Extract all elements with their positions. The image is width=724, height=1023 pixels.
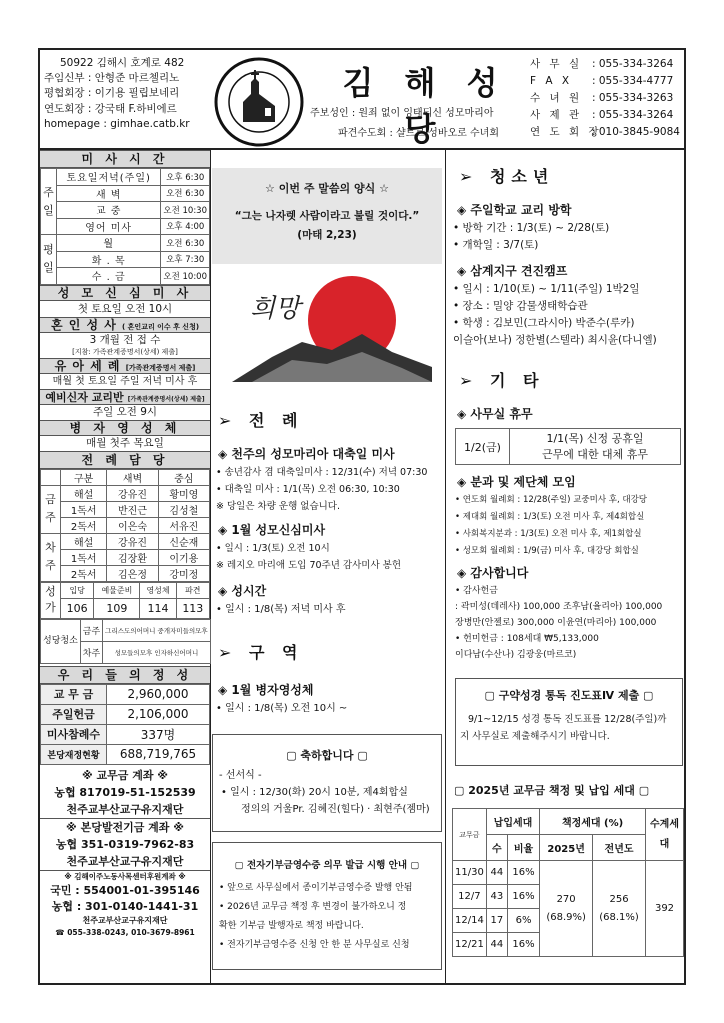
offering-value: 337명 bbox=[107, 724, 210, 744]
youth-s2-line: • 학생 : 김보민(그라시아) 박준수(루카) bbox=[453, 317, 635, 329]
mass-row bbox=[41, 218, 210, 235]
liturgy-header: 새벽 bbox=[107, 469, 158, 485]
hymn-table bbox=[40, 582, 210, 619]
liturgy-cell: 강미정 bbox=[158, 565, 209, 581]
liturgy-s1-title: ◈ 천주의 성모마리아 대축일 미사 bbox=[218, 447, 395, 461]
tithe-cell: 12/7 bbox=[453, 885, 487, 909]
hymn-number: 113 bbox=[176, 598, 209, 618]
liturgy-s2-line: • 일시 : 1/3(토) 오전 10시 bbox=[216, 543, 330, 554]
liturgy-cell: 반진근 bbox=[107, 501, 158, 517]
liturgy-cell: 해설 bbox=[61, 485, 107, 501]
liturgy-cell: 이기용 bbox=[158, 549, 209, 565]
left-column bbox=[40, 150, 210, 939]
marriage-sub: ( 혼인교리 이수 후 신청) bbox=[122, 322, 200, 331]
dispatched-order: 파견수도회 : 샬트르 성바오로 수녀회 bbox=[338, 128, 499, 139]
tithe-row bbox=[453, 861, 684, 885]
district-section bbox=[212, 640, 444, 717]
baptism-sub: [가족관계증명서 제출] bbox=[125, 363, 196, 372]
contact-value: : 055-334-3264 bbox=[592, 58, 674, 70]
fund-account-holder: 천주교부산교구유지재단 bbox=[40, 853, 210, 871]
marriage-note: [지참: 가족관계증명서(상세) 제출] bbox=[72, 347, 178, 356]
liturgy-s2-title: ◈ 1월 성모신심미사 bbox=[218, 523, 326, 537]
liturgy-row bbox=[41, 549, 210, 565]
contact-value: : 055-334-4777 bbox=[592, 75, 674, 87]
marriage-label: 혼 인 성 사 bbox=[50, 317, 117, 332]
congrats-line2: 정의의 거울Pr. 김혜진(힐다) · 최현주(젬마) bbox=[241, 804, 430, 815]
offering-row bbox=[41, 684, 210, 704]
thanks-line: 이다남(수산나) 김광웅(마르코) bbox=[455, 650, 577, 660]
tithe-account-title: ※ 교무금 계좌 ※ bbox=[81, 768, 168, 782]
tithe-cell: 44 bbox=[486, 933, 507, 957]
mass-name: 영어 미사 bbox=[57, 218, 161, 235]
youth-heading: ➢ 청소년 bbox=[459, 167, 555, 186]
mass-row bbox=[41, 202, 210, 219]
word-title: ☆ 이번 주 말씀의 양식 ☆ bbox=[265, 182, 389, 195]
youth-s2-line: 이슬아(보나) 정한별(스텔라) 최시윤(다니엘) bbox=[453, 334, 657, 346]
mass-row bbox=[41, 235, 210, 252]
hope-image bbox=[232, 272, 432, 382]
liturgy-s1-line: • 송년감사 겸 대축일미사 : 12/31(수) 저녁 07:30 bbox=[216, 467, 428, 478]
tithe-cell: 16% bbox=[507, 861, 539, 885]
liturgy-duty-title: 전 례 담 당 bbox=[40, 451, 210, 469]
tithe-account-number: 농협 817019-51-152539 bbox=[54, 785, 196, 799]
tithe-assessed-header: 책정세대 (%) bbox=[540, 809, 646, 835]
liturgy-s3-line: • 일시 : 1/8(목) 저녁 미사 후 bbox=[216, 604, 346, 615]
baptism-label: 유 아 세 례 bbox=[54, 358, 121, 373]
liturgy-week-label: 금주 bbox=[41, 485, 61, 533]
tithe-subheader: 비율 bbox=[507, 835, 539, 861]
meeting-line: • 연도회 월례회 : 12/28(주일) 교중미사 후, 대강당 bbox=[455, 495, 647, 505]
hymn-number: 106 bbox=[61, 598, 94, 618]
receipt-title: ▢ 전자기부금영수증 의무 발급 시행 안내 ▢ bbox=[234, 860, 420, 871]
mass-name: 교 중 bbox=[57, 202, 161, 219]
congrats-line1: • 일시 : 12/30(화) 20시 10분, 제4회합실 bbox=[221, 787, 408, 798]
offering-value: 2,960,000 bbox=[107, 684, 210, 704]
cleaning-next-text: 성모들의모후 인자하신어머니 bbox=[103, 641, 211, 663]
bible-line1: 9/1~12/15 성경 통독 진도표를 12/28(주일)까 bbox=[468, 714, 667, 725]
youth-s1-line: • 방학 기간 : 1/3(토) ~ 2/28(토) bbox=[453, 222, 610, 234]
etc-s1-title: ◈ 사무실 휴무 bbox=[457, 407, 533, 421]
district-s1-line: • 일시 : 1/8(목) 오전 10시 ~ bbox=[216, 703, 348, 714]
homepage: homepage : gimhae.catb.kr bbox=[44, 117, 190, 130]
word-quote: “그는 나자렛 사람이라고 불릴 것이다.” bbox=[234, 210, 420, 222]
liturgy-s2-line: ※ 레지오 마리애 도입 70주년 감사미사 봉헌 bbox=[216, 560, 401, 571]
tithe-cell: 12/21 bbox=[453, 933, 487, 957]
hymn-header: 영성체 bbox=[140, 582, 176, 598]
contact-row bbox=[530, 107, 685, 124]
tithe-prev-count: 256 bbox=[609, 893, 629, 905]
hymn-number: 114 bbox=[140, 598, 176, 618]
congrats-box bbox=[212, 734, 442, 832]
liturgy-cell: 해설 bbox=[61, 533, 107, 549]
congrats-title: ▢ 축하합니다 ▢ bbox=[286, 749, 368, 762]
offering-title: 우 리 들 의 정 성 bbox=[40, 666, 210, 684]
receipt-line: 확한 기부금 발행자로 책정 바랍니다. bbox=[219, 921, 364, 931]
accounts bbox=[40, 767, 210, 939]
contact-row bbox=[530, 124, 685, 141]
marriage-text: 3 개월 전 접 수 bbox=[89, 333, 161, 346]
office-closed-table bbox=[455, 428, 681, 465]
column-divider-left bbox=[210, 150, 211, 985]
youth-s2-line: • 일시 : 1/10(토) ~ 1/11(주일) 1박2일 bbox=[453, 283, 640, 295]
tithe-cell: 44 bbox=[486, 861, 507, 885]
mass-name: 화 . 목 bbox=[57, 251, 161, 268]
offering-label: 주일헌금 bbox=[41, 704, 107, 724]
liturgy-cell: 1독서 bbox=[61, 501, 107, 517]
youth-s1-title: ◈ 주일학교 교리 방학 bbox=[457, 203, 572, 217]
receipt-line: • 전자기부금영수증 신청 안 한 분 사무실로 신청 bbox=[219, 940, 410, 950]
migrant-account-nh: 농협 : 301-0140-1441-31 bbox=[51, 899, 199, 913]
liturgy-s1-line: • 대축일 미사 : 1/1(목) 오전 06:30, 10:30 bbox=[216, 484, 400, 495]
hymn-label: 성가 bbox=[41, 582, 61, 618]
mass-name: 월 bbox=[57, 235, 161, 252]
meeting-line: • 사회복지분과 : 1/3(토) 오전 미사 후, 제1회합실 bbox=[455, 529, 642, 539]
tithe-prev-percent: (68.1%) bbox=[599, 911, 639, 923]
offering-label: 미사참례수 bbox=[41, 724, 107, 744]
column-divider-right bbox=[445, 150, 446, 985]
liturgy-cell: 2독서 bbox=[61, 565, 107, 581]
tithe-cell: 43 bbox=[486, 885, 507, 909]
cleaning-this-label: 금주 bbox=[80, 619, 102, 641]
patron-info bbox=[310, 104, 540, 144]
sick-communion-text: 매월 첫주 목요일 bbox=[86, 436, 164, 449]
contact-list bbox=[530, 56, 685, 141]
meeting-line: • 성모회 월례회 : 1/9(금) 미사 후, 대강당 회합실 bbox=[455, 546, 639, 556]
contact-value: : 010-3845-9084 bbox=[592, 126, 680, 138]
liturgy-s1-line: ※ 당일은 차량 운행 없습니다. bbox=[216, 501, 341, 512]
tithe-subheader: 2025년 bbox=[540, 835, 593, 861]
liturgy-header-blank bbox=[41, 469, 61, 485]
liturgy-row bbox=[41, 533, 210, 549]
etc-heading: ➢ 기 타 bbox=[459, 371, 545, 390]
contact-value: : 055-334-3264 bbox=[592, 109, 674, 121]
migrant-account-kb: 국민 : 554001-01-395146 bbox=[50, 883, 200, 897]
cleaning-next-label: 차주 bbox=[80, 641, 102, 663]
liturgy-header: 구분 bbox=[61, 469, 107, 485]
thanks-line: : 곽미성(데레사) 100,000 조후남(율리아) 100,000 bbox=[455, 602, 663, 612]
catechumen-label: 예비신자 교리반 bbox=[45, 390, 124, 404]
contact-row bbox=[530, 56, 685, 73]
catechumen-title bbox=[40, 389, 210, 405]
liturgy-cell: 김은정 bbox=[107, 565, 158, 581]
tithe-subheader: 수 bbox=[486, 835, 507, 861]
mass-name: 새 벽 bbox=[57, 185, 161, 202]
meeting-line: • 제대회 월례회 : 1/3(토) 오전 미사 후, 제4회합실 bbox=[455, 512, 645, 522]
mass-time: 오후 4:00 bbox=[161, 218, 210, 235]
receipt-line: • 2026년 교무금 책정 후 변경이 불가하오니 정 bbox=[219, 902, 407, 912]
mass-times-table bbox=[40, 168, 210, 285]
migrant-account-holder: 천주교부산교구유지재단 bbox=[82, 915, 168, 925]
offering-value: 688,719,765 bbox=[107, 744, 210, 764]
hymn-number: 109 bbox=[94, 598, 140, 618]
fund-account-title: ※ 본당발전기금 계좌 ※ bbox=[66, 820, 184, 834]
thanks-line: 장병만(안젤로) 300,000 이윤연(마리아) 100,000 bbox=[455, 618, 657, 628]
tithe-cell: 12/14 bbox=[453, 909, 487, 933]
tithe-account-holder: 천주교부산교구유지재단 bbox=[40, 801, 210, 819]
contact-row bbox=[530, 90, 685, 107]
offering-value: 2,106,000 bbox=[107, 704, 210, 724]
district-s1-title: ◈ 1월 병자영성체 bbox=[218, 683, 314, 697]
offering-row bbox=[41, 744, 210, 764]
tithe-cell: 6% bbox=[507, 909, 539, 933]
cleaning-this-text: 그리스도의어머니 중개자미들의모후 bbox=[103, 619, 211, 641]
etc-section bbox=[447, 368, 685, 663]
mass-time: 오후 7:30 bbox=[161, 251, 210, 268]
district-heading: ➢ 구 역 bbox=[218, 643, 304, 662]
congrats-sub: - 선서식 - bbox=[219, 770, 262, 781]
bible-box bbox=[455, 678, 683, 766]
holy-hour-text: 첫 토요일 오전 10시 bbox=[77, 302, 173, 315]
tithe-total-header: 수계세대 bbox=[646, 809, 684, 861]
mass-time: 오후 6:30 bbox=[161, 169, 210, 186]
liturgy-header-row bbox=[41, 469, 210, 485]
marriage-title bbox=[40, 317, 210, 333]
church-logo bbox=[213, 56, 305, 148]
tithe-row-label: 교무금 bbox=[453, 809, 487, 861]
council-president: 평협회장 : 이기용 필립보네리 bbox=[44, 87, 180, 100]
tithe-section bbox=[452, 782, 684, 957]
tithe-subheader: 전년도 bbox=[593, 835, 646, 861]
youth-s2-title: ◈ 삼계지구 견진캠프 bbox=[457, 264, 568, 278]
mass-times-title: 미 사 시 간 bbox=[40, 150, 210, 168]
mass-row bbox=[41, 251, 210, 268]
mass-row bbox=[41, 185, 210, 202]
youth-president: 연도회장 : 강국태 F.하비에르 bbox=[44, 102, 177, 115]
migrant-phone: ☎ 055-338-0243, 010-3679-8961 bbox=[55, 927, 195, 937]
liturgy-cell: 황미영 bbox=[158, 485, 209, 501]
church-title: 김 해 성 당 bbox=[342, 64, 508, 148]
youth-section bbox=[447, 164, 685, 349]
tithe-table bbox=[452, 808, 684, 957]
liturgy-section bbox=[212, 408, 444, 618]
closed-line2: 근무에 대한 대체 휴무 bbox=[541, 447, 649, 461]
tithe-cell: 11/30 bbox=[453, 861, 487, 885]
hymn-value-row bbox=[41, 598, 210, 618]
mass-row bbox=[41, 169, 210, 186]
hymn-header: 입당 bbox=[61, 582, 94, 598]
tithe-header-row1 bbox=[453, 809, 684, 835]
baptism-text: 매월 첫 토요일 주일 저녁 미사 후 bbox=[52, 375, 198, 387]
tithe-cell: 16% bbox=[507, 933, 539, 957]
catechumen-sub: [가족관계증명서(상세) 제출] bbox=[127, 395, 205, 403]
closed-date: 1/2(금) bbox=[456, 429, 510, 465]
catechumen-text: 주일 오전 9시 bbox=[92, 405, 158, 418]
sunday-label: 주일 bbox=[41, 169, 57, 235]
hope-image-text: 희망 bbox=[250, 294, 301, 324]
contact-label: 연 도 회 장 bbox=[530, 126, 602, 138]
liturgy-cell: 2독서 bbox=[61, 517, 107, 533]
contact-label: 사 무 실 bbox=[530, 58, 583, 70]
receipt-box bbox=[212, 842, 442, 970]
thanks-line: • 감사헌금 bbox=[455, 586, 498, 596]
mass-name: 토요일저녁(주일) bbox=[57, 169, 161, 186]
liturgy-cell: 김장환 bbox=[107, 549, 158, 565]
liturgy-row bbox=[41, 517, 210, 533]
closed-line1: 1/1(목) 신정 공휴일 bbox=[546, 431, 644, 445]
liturgy-header: 중심 bbox=[158, 469, 209, 485]
tithe-cell: 17 bbox=[486, 909, 507, 933]
thanks-line: • 헌미헌금 : 108세대 ₩5,133,000 bbox=[455, 634, 599, 644]
liturgy-cell: 서유진 bbox=[158, 517, 209, 533]
mass-name: 수 . 금 bbox=[57, 268, 161, 285]
fund-account-number: 농협 351-0319-7962-83 bbox=[55, 837, 195, 851]
sick-communion-title: 병 자 영 성 체 bbox=[40, 420, 210, 436]
word-reference: (마태 2,23) bbox=[297, 229, 357, 241]
contact-row bbox=[530, 73, 685, 90]
contact-label: 사 제 관 bbox=[530, 109, 583, 121]
header-info bbox=[44, 56, 204, 132]
tithe-2025-count: 270 bbox=[556, 893, 576, 905]
mass-time: 오전 6:30 bbox=[161, 185, 210, 202]
hymn-header-row bbox=[41, 582, 210, 598]
offering-table bbox=[40, 684, 210, 765]
bible-line2: 지 사무실로 제출해주시기 바랍니다. bbox=[460, 731, 610, 742]
liturgy-s3-title: ◈ 성시간 bbox=[218, 584, 267, 598]
baptism-title bbox=[40, 358, 210, 374]
mass-time: 오전 10:30 bbox=[161, 202, 210, 219]
youth-s2-line: • 장소 : 밀양 감물생태학습관 bbox=[453, 300, 588, 312]
bible-title: ▢ 구약성경 통독 진도표Ⅳ 제출 ▢ bbox=[484, 689, 654, 702]
tithe-paid-header: 납입세대 bbox=[486, 809, 539, 835]
liturgy-row bbox=[41, 485, 210, 501]
liturgy-cell: 이은숙 bbox=[107, 517, 158, 533]
etc-s3-title: ◈ 감사합니다 bbox=[457, 566, 529, 580]
liturgy-heading: ➢ 전 례 bbox=[218, 411, 304, 430]
hymn-header: 파견 bbox=[176, 582, 209, 598]
tithe-2025 bbox=[540, 861, 593, 957]
word-box bbox=[212, 168, 442, 264]
mass-row bbox=[41, 268, 210, 285]
liturgy-cell: 강유진 bbox=[107, 485, 158, 501]
tithe-total: 392 bbox=[646, 861, 684, 957]
offering-row bbox=[41, 704, 210, 724]
contact-label: 수 녀 원 bbox=[530, 92, 583, 104]
liturgy-duty-table bbox=[40, 469, 210, 582]
youth-s1-line: • 개학일 : 3/7(토) bbox=[453, 239, 539, 251]
contact-value: : 055-334-3263 bbox=[592, 92, 674, 104]
cleaning-table bbox=[40, 619, 211, 664]
holy-hour-title: 성 모 신 심 미 사 bbox=[40, 285, 210, 301]
contact-label: F A X bbox=[530, 75, 573, 87]
liturgy-row bbox=[41, 565, 210, 581]
pastor: 주임신부 : 안형준 마르첼리노 bbox=[44, 72, 180, 85]
mass-time: 오전 10:00 bbox=[161, 268, 210, 285]
weekday-label: 평일 bbox=[41, 235, 57, 285]
tithe-cell: 16% bbox=[507, 885, 539, 909]
etc-s2-title: ◈ 분과 및 제단체 모임 bbox=[457, 475, 576, 489]
hymn-header: 예물준비 bbox=[94, 582, 140, 598]
cleaning-label: 성당청소 bbox=[41, 619, 81, 663]
receipt-line: • 앞으로 사무실에서 종이기부금영수증 발행 안됨 bbox=[219, 883, 413, 893]
liturgy-week-label: 차주 bbox=[41, 533, 61, 581]
tithe-title: ▢ 2025년 교무금 책정 및 납입 세대 ▢ bbox=[454, 784, 650, 797]
address: 50922 김해시 호계로 482 bbox=[60, 57, 185, 69]
liturgy-row bbox=[41, 501, 210, 517]
liturgy-cell: 김성철 bbox=[158, 501, 209, 517]
offering-label: 본당재정현황 bbox=[41, 744, 107, 764]
offering-label: 교 무 금 bbox=[41, 684, 107, 704]
tithe-2025-percent: (68.9%) bbox=[546, 911, 586, 923]
liturgy-cell: 신순재 bbox=[158, 533, 209, 549]
tithe-prev bbox=[593, 861, 646, 957]
liturgy-cell: 1독서 bbox=[61, 549, 107, 565]
patron-saint: 주보성인 : 원죄 없이 잉태되신 성모마리아 bbox=[310, 108, 494, 119]
liturgy-cell: 강유진 bbox=[107, 533, 158, 549]
offering-row bbox=[41, 724, 210, 744]
migrant-account-title: ※ 김해이주노동사목센터후원계좌 ※ bbox=[64, 871, 186, 881]
mass-time: 오전 6:30 bbox=[161, 235, 210, 252]
